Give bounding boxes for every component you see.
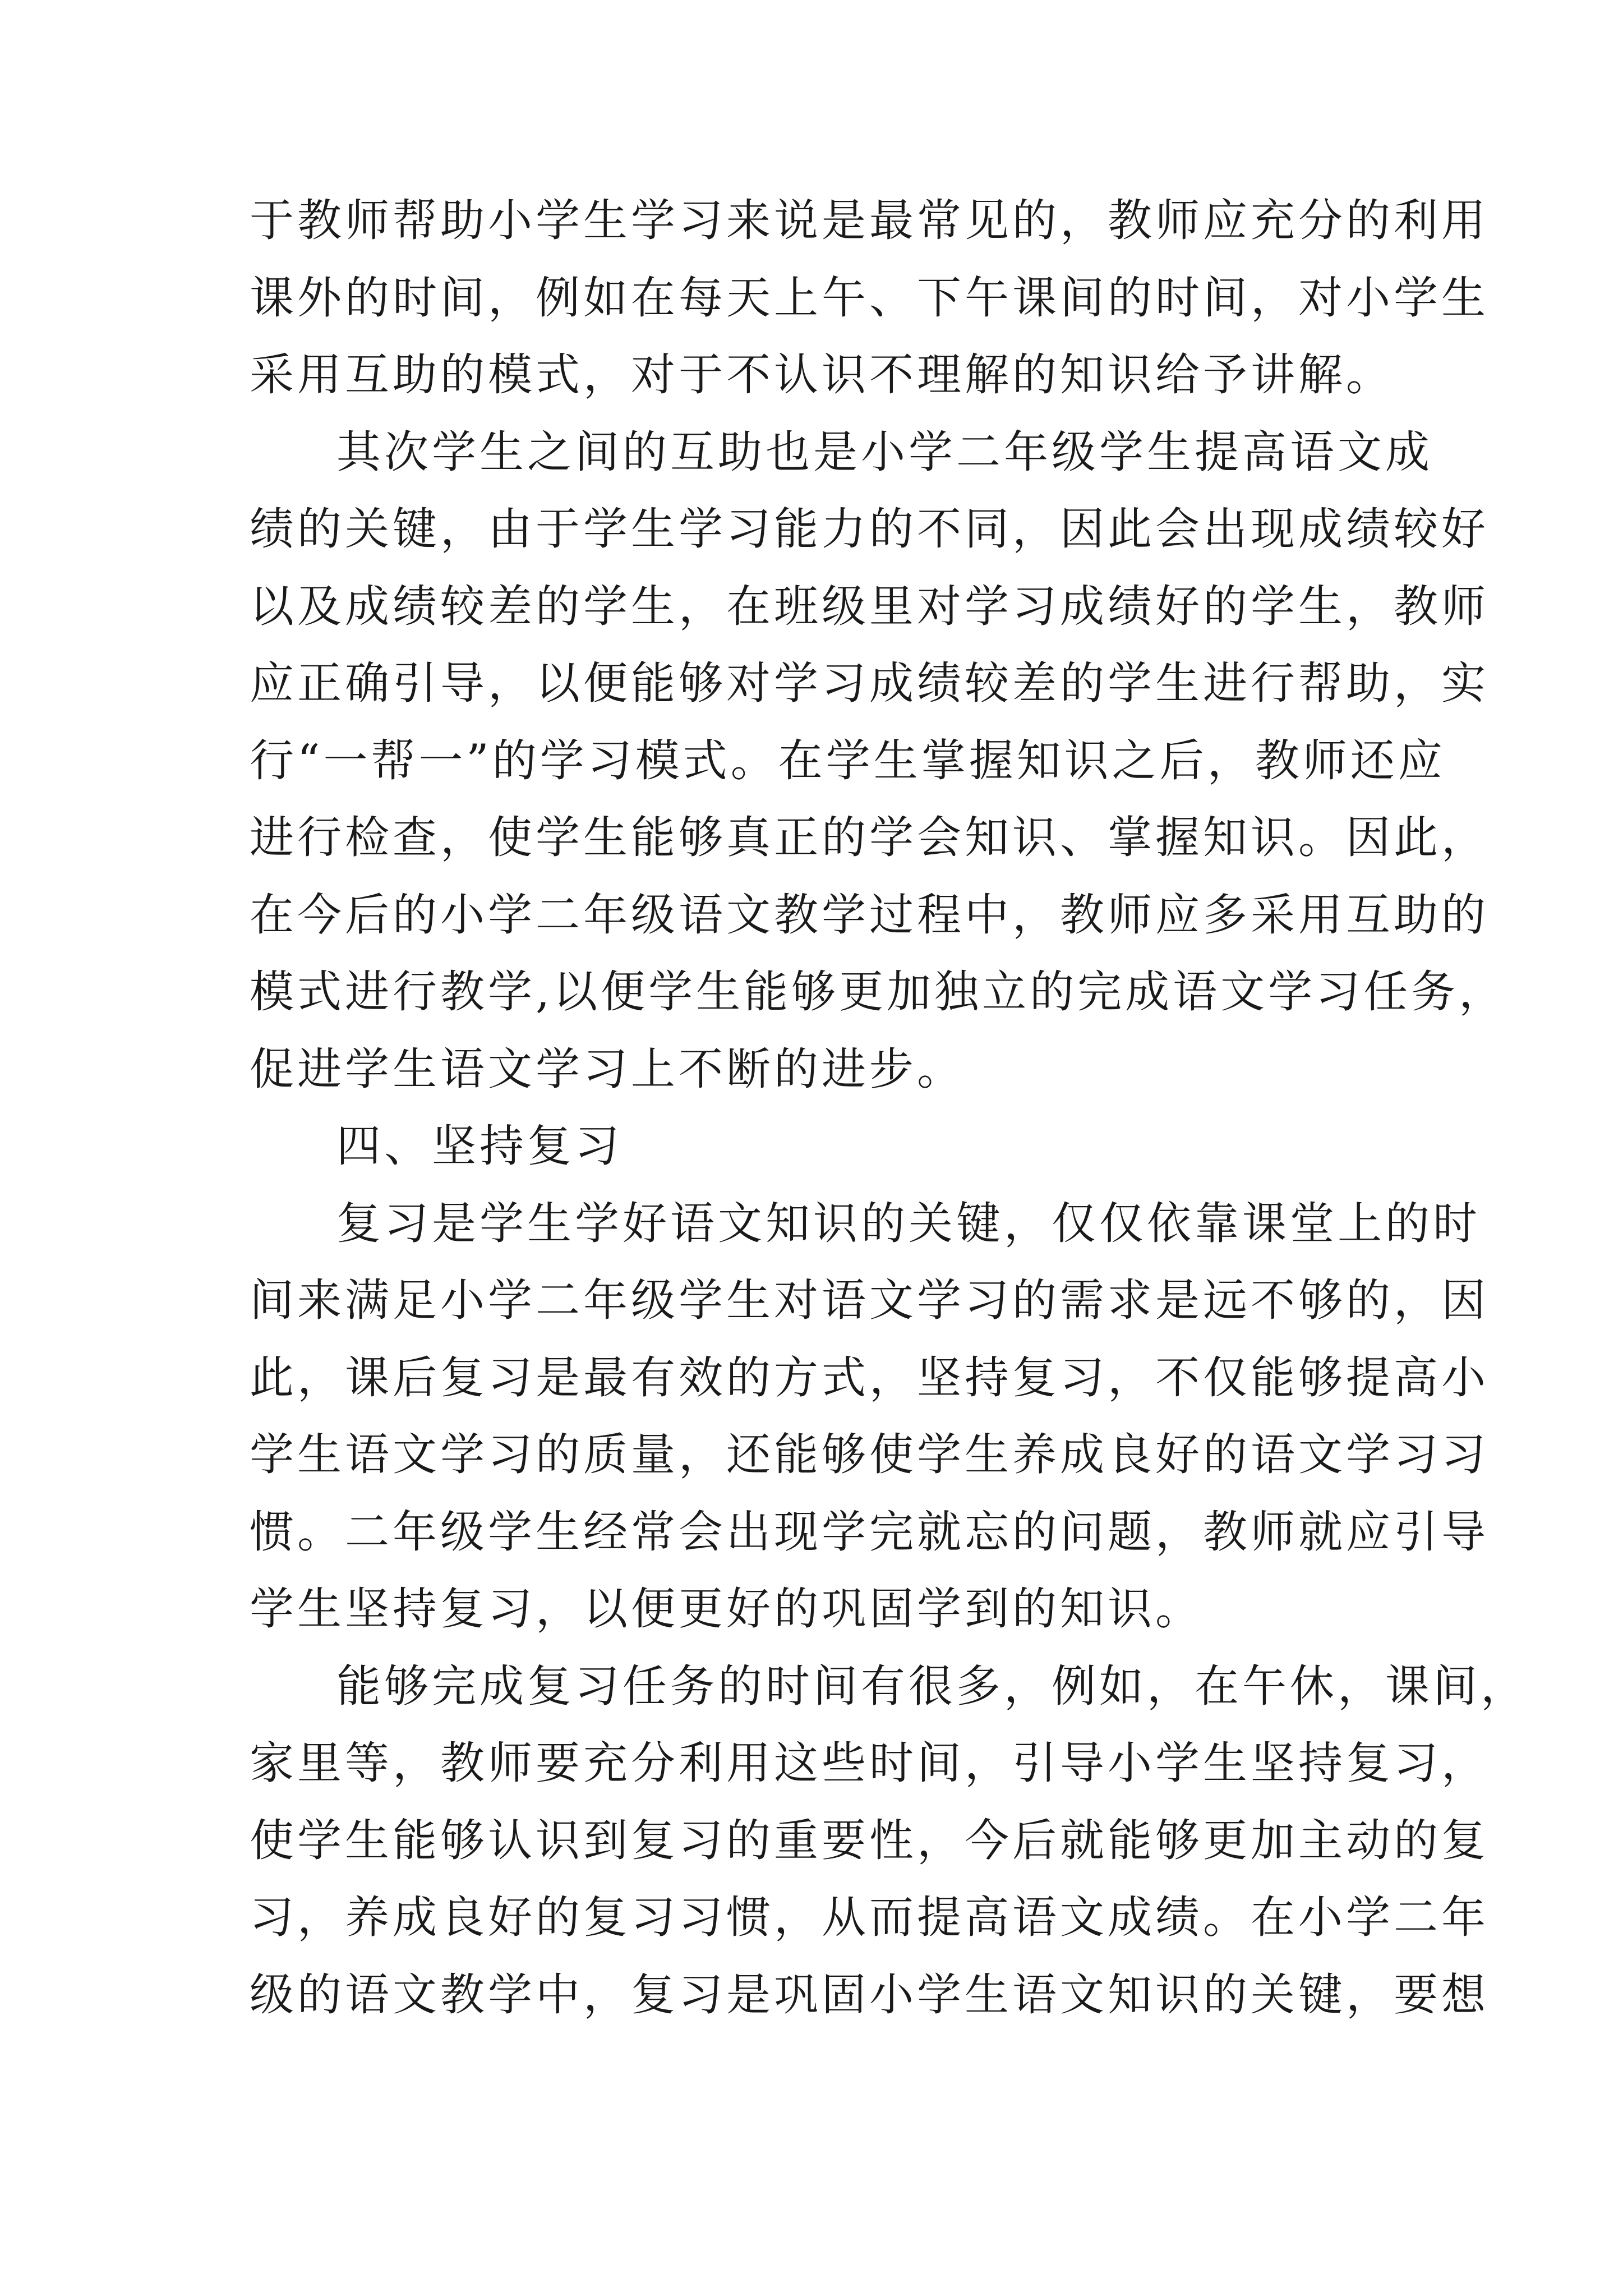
- text-line: 课外的时间，例如在每天上午、下午课间的时间，对小学生: [250, 272, 1489, 324]
- text-line: 进行检查，使学生能够真正的学会知识、掌握知识。因此，: [250, 812, 1489, 863]
- section-heading: 四、坚持复习: [336, 1120, 623, 1172]
- text-line: 在今后的小学二年级语文教学过程中，教师应多采用互助的: [250, 889, 1489, 941]
- text-line: 采用互助的模式，对于不认识不理解的知识给予讲解。: [250, 349, 1394, 401]
- paragraph-start-line: 其次学生之间的互助也是小学二年级学生提高语文成: [336, 426, 1433, 478]
- text-line: 学生语文学习的质量，还能够使学生养成良好的语文学习习: [250, 1429, 1489, 1480]
- text-line: 级的语文教学中，复习是巩固小学生语文知识的关键，要想: [250, 1968, 1489, 2021]
- body-text: [250, 182, 1528, 2033]
- text-line: 习，养成良好的复习习惯，从而提高语文成绩。在小学二年: [250, 1892, 1489, 1943]
- text-line: 绩的关键，由于学生学习能力的不同，因此会出现成绩较好: [250, 503, 1489, 555]
- text-line: 促进学生语文学习上不断的进步。: [250, 1043, 965, 1095]
- text-line: 学生坚持复习，以便更好的巩固学到的知识。: [250, 1583, 1203, 1635]
- text-line: 行“一帮一”的学习模式。在学生掌握知识之后，教师还应: [250, 734, 1446, 786]
- text-line: 家里等，教师要充分利用这些时间，引导小学生坚持复习，: [250, 1737, 1489, 1789]
- text-line: 使学生能够认识到复习的重要性，今后就能够更加主动的复: [250, 1814, 1489, 1866]
- paragraph-start-line: 复习是学生学好语文知识的关键，仅仅依靠课堂上的时: [336, 1197, 1481, 1249]
- text-line: 以及成绩较差的学生，在班级里对学习成绩好的学生，教师: [250, 580, 1489, 632]
- text-line: 间来满足小学二年级学生对语文学习的需求是远不够的，因: [250, 1274, 1489, 1326]
- text-line: 于教师帮助小学生学习来说是最常见的，教师应充分的利用: [250, 195, 1489, 246]
- paragraph-start-line: 能够完成复习任务的时间有很多，例如，在午休，课间，: [336, 1660, 1528, 1712]
- text-line: 惯。二年级学生经常会出现学完就忘的问题，教师就应引导: [250, 1506, 1489, 1558]
- text-line: 模式进行教学,以便学生能够更加独立的完成语文学习任务，: [250, 966, 1507, 1018]
- text-line: 应正确引导，以便能够对学习成绩较差的学生进行帮助，实: [250, 657, 1489, 709]
- text-line: 此，课后复习是最有效的方式，坚持复习，不仅能够提高小: [250, 1351, 1489, 1404]
